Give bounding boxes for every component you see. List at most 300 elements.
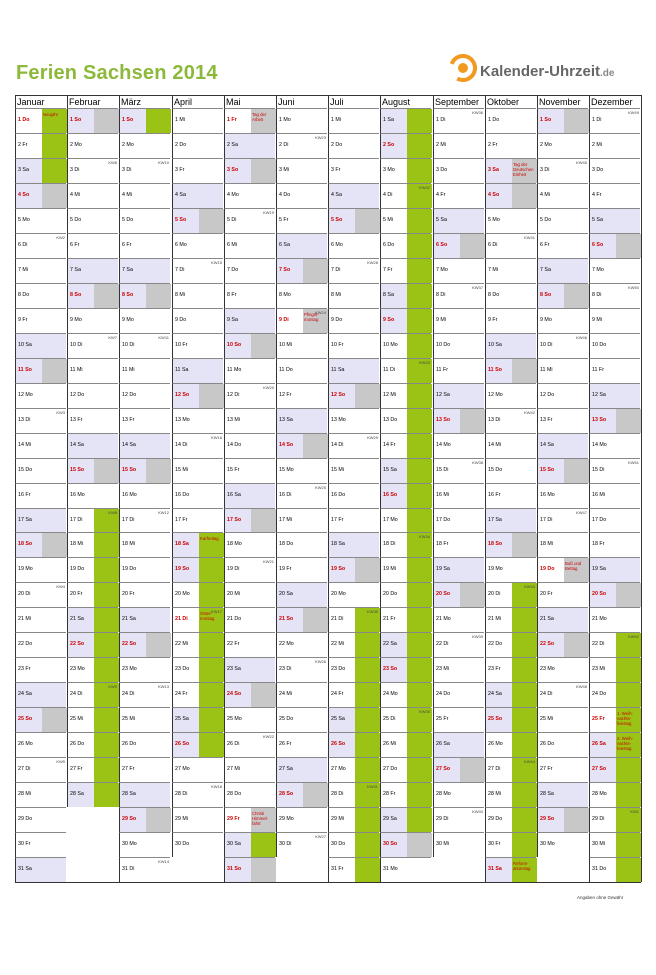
day-cell <box>328 158 379 183</box>
day-cell <box>589 208 640 233</box>
day-label: 17 Di <box>70 517 83 523</box>
day-cell <box>380 383 431 408</box>
day-label: 28 Sa <box>122 791 136 797</box>
day-label: 8 So <box>122 292 134 298</box>
day-cell <box>589 258 640 283</box>
day-label: 17 So <box>227 517 242 523</box>
day-marker <box>199 633 224 657</box>
day-cell <box>433 408 484 433</box>
day-cell <box>172 682 223 707</box>
day-label: 19 Do <box>70 566 85 572</box>
day-label: 27 Di <box>18 766 31 772</box>
week-number: KW14 <box>158 859 169 864</box>
day-marker <box>199 484 224 508</box>
day-label: 10 Sa <box>488 342 502 348</box>
day-cell <box>537 532 588 557</box>
day-label: 12 Mo <box>488 392 503 398</box>
week-number: KW9 <box>108 684 117 689</box>
day-label: 18 So <box>488 541 503 547</box>
day-cell <box>172 532 223 557</box>
day-label: 30 Mo <box>540 841 555 847</box>
day-marker <box>42 533 67 557</box>
day-marker <box>303 683 328 707</box>
day-label: 24 Mo <box>383 691 398 697</box>
grid-top-border <box>15 95 641 96</box>
day-marker <box>407 284 432 308</box>
day-label: 22 Fr <box>227 641 240 647</box>
day-label: 1 Mo <box>279 117 291 123</box>
day-cell <box>589 483 640 508</box>
day-cell <box>537 707 588 732</box>
day-label: 23 So <box>383 666 398 672</box>
day-label: 17 Sa <box>488 517 502 523</box>
day-marker <box>146 359 171 383</box>
day-label: 8 Di <box>592 292 602 298</box>
day-cell <box>380 458 431 483</box>
day-marker <box>616 409 641 433</box>
day-label: 6 So <box>436 242 448 248</box>
day-cell <box>172 607 223 632</box>
day-cell <box>328 183 379 208</box>
day-cell <box>537 233 588 258</box>
day-label: 15 Di <box>436 467 449 473</box>
day-cell <box>589 383 640 408</box>
day-label: 18 So <box>18 541 33 547</box>
day-label: 21 So <box>279 616 294 622</box>
day-marker <box>407 384 432 408</box>
day-marker <box>42 134 67 158</box>
day-cell <box>589 582 640 607</box>
day-cell <box>380 108 431 133</box>
day-label: 7 So <box>279 267 291 273</box>
day-cell <box>380 532 431 557</box>
day-cell <box>485 283 536 308</box>
day-marker <box>303 409 328 433</box>
day-cell <box>224 208 275 233</box>
day-label: 15 Do <box>18 467 33 473</box>
day-marker <box>146 459 171 483</box>
day-cell <box>433 832 484 857</box>
day-label: 25 So <box>488 716 503 722</box>
day-marker <box>512 683 537 707</box>
day-marker <box>303 234 328 258</box>
day-label: 6 Do <box>383 242 395 248</box>
day-label: 15 Mi <box>331 467 344 473</box>
day-marker <box>42 209 67 233</box>
day-label: 1 Sa <box>383 117 394 123</box>
day-label: 6 Mo <box>175 242 187 248</box>
day-label: 26 So <box>175 741 190 747</box>
day-label: 3 Do <box>436 167 448 173</box>
day-label: 2 Mi <box>436 142 447 148</box>
day-marker <box>199 359 224 383</box>
day-label: 12 Do <box>122 392 137 398</box>
day-marker <box>42 783 67 807</box>
day-cell <box>224 333 275 358</box>
day-marker <box>460 833 485 857</box>
day-label: 20 Mi <box>227 591 240 597</box>
day-marker <box>460 509 485 533</box>
day-marker <box>42 558 67 582</box>
day-label: 11 Di <box>383 367 395 373</box>
day-cell <box>328 532 379 557</box>
day-label: 1 So <box>540 117 552 123</box>
day-cell <box>15 607 66 632</box>
day-cell <box>380 508 431 533</box>
disclaimer: Angaben ohne Gewähr <box>577 895 624 900</box>
day-cell <box>328 408 379 433</box>
day-label: 31 Sa <box>488 866 502 872</box>
day-marker <box>564 434 589 458</box>
day-marker <box>407 334 432 358</box>
day-cell <box>119 607 170 632</box>
day-label: 10 Di <box>540 342 553 348</box>
day-cell <box>380 233 431 258</box>
day-cell <box>537 657 588 682</box>
day-cell <box>485 607 536 632</box>
day-cell <box>15 632 66 657</box>
day-cell <box>15 732 66 757</box>
day-marker <box>564 209 589 233</box>
day-cell <box>433 682 484 707</box>
day-cell <box>433 208 484 233</box>
day-marker <box>355 409 380 433</box>
day-label: 1 Fr <box>227 117 237 123</box>
day-marker <box>146 134 171 158</box>
day-label: 23 Mi <box>592 666 605 672</box>
day-cell <box>119 458 170 483</box>
day-marker <box>94 234 119 258</box>
day-marker <box>146 284 171 308</box>
day-label: 11 Do <box>279 367 293 373</box>
day-label: 21 Do <box>227 616 242 622</box>
day-cell <box>119 333 170 358</box>
day-label: 17 Mo <box>383 517 398 523</box>
day-cell <box>67 657 118 682</box>
day-label: 20 Mo <box>331 591 346 597</box>
day-label: 2 Fr <box>18 142 28 148</box>
day-label: 18 Di <box>383 541 396 547</box>
day-label: 18 Sa <box>175 541 189 547</box>
day-marker <box>460 409 485 433</box>
day-label: 13 Mo <box>331 417 346 423</box>
day-marker <box>42 384 67 408</box>
day-marker <box>355 858 380 882</box>
week-number: KW8 <box>108 510 117 515</box>
day-marker <box>199 184 224 208</box>
day-cell <box>589 183 640 208</box>
day-marker <box>146 533 171 557</box>
day-label: 26 Sa <box>592 741 606 747</box>
day-label: 27 Di <box>488 766 501 772</box>
day-label: 29 So <box>540 816 555 822</box>
day-marker <box>355 533 380 557</box>
day-cell <box>589 158 640 183</box>
day-label: 18 Mi <box>540 541 553 547</box>
day-label: 1 Di <box>436 117 446 123</box>
day-label: 5 Di <box>227 217 237 223</box>
day-cell <box>328 358 379 383</box>
day-cell <box>537 632 588 657</box>
day-label: 3 Mi <box>279 167 290 173</box>
day-cell <box>485 657 536 682</box>
day-label: 12 Sa <box>592 392 606 398</box>
day-marker <box>564 134 589 158</box>
day-marker <box>251 359 276 383</box>
day-cell <box>172 333 223 358</box>
day-label: 20 Fr <box>122 591 135 597</box>
day-cell <box>380 782 431 807</box>
day-cell <box>67 607 118 632</box>
day-label: 22 Do <box>488 641 503 647</box>
day-cell <box>537 308 588 333</box>
day-cell <box>276 308 327 333</box>
day-cell <box>485 433 536 458</box>
day-cell <box>67 258 118 283</box>
month-header: Mai <box>224 95 275 108</box>
day-label: 30 Fr <box>18 841 31 847</box>
day-cell <box>328 483 379 508</box>
week-number: KW12 <box>158 510 169 515</box>
day-label: 22 So <box>122 641 137 647</box>
day-label: 28 Mo <box>592 791 607 797</box>
day-label: 27 Fr <box>70 766 83 772</box>
day-label: 26 So <box>331 741 346 747</box>
day-marker <box>512 109 537 133</box>
day-label: 23 Do <box>175 666 190 672</box>
day-cell <box>67 582 118 607</box>
day-label: 4 So <box>18 192 30 198</box>
day-cell <box>119 632 170 657</box>
day-marker <box>303 708 328 732</box>
day-cell <box>328 433 379 458</box>
day-label: 18 Mi <box>70 541 83 547</box>
page-title: Ferien Sachsen 2014 <box>16 62 218 84</box>
day-label: 24 Do <box>436 691 451 697</box>
day-label: 9 Mo <box>540 317 552 323</box>
day-label: 11 Fr <box>592 367 604 373</box>
day-cell <box>485 258 536 283</box>
day-marker <box>199 309 224 333</box>
day-marker <box>251 434 276 458</box>
day-cell <box>67 483 118 508</box>
day-cell <box>537 133 588 158</box>
day-label: 19 Di <box>227 566 240 572</box>
week-number: KW47 <box>576 510 587 515</box>
day-label: 20 Mo <box>175 591 190 597</box>
holiday-note: Neujahr <box>43 112 59 117</box>
day-label: 16 So <box>383 492 398 498</box>
day-label: 10 Mo <box>383 342 398 348</box>
day-marker <box>199 209 224 233</box>
day-label: 10 Di <box>70 342 83 348</box>
day-cell <box>380 682 431 707</box>
week-number: KW26 <box>315 659 326 664</box>
day-label: 27 Do <box>383 766 398 772</box>
day-label: 15 Sa <box>383 467 397 473</box>
day-cell <box>328 383 379 408</box>
day-marker <box>42 808 67 832</box>
day-label: 10 Di <box>122 342 135 348</box>
day-marker <box>146 633 171 657</box>
day-label: 17 Di <box>122 517 135 523</box>
day-label: 27 Mo <box>175 766 190 772</box>
day-marker <box>94 259 119 283</box>
day-cell <box>328 508 379 533</box>
day-label: 13 Do <box>383 417 398 423</box>
day-label: 4 Do <box>279 192 291 198</box>
day-marker <box>616 658 641 682</box>
day-marker <box>303 583 328 607</box>
day-label: 30 Do <box>331 841 346 847</box>
day-marker <box>42 833 67 857</box>
day-marker <box>146 109 171 133</box>
day-label: 3 Di <box>540 167 550 173</box>
day-label: 21 Sa <box>540 616 554 622</box>
grid-bottom-border <box>15 882 641 883</box>
day-label: 28 Sa <box>70 791 84 797</box>
holiday-note: Tag der Arbeit <box>252 112 267 123</box>
month-header: Januar <box>15 95 66 108</box>
day-label: 8 Do <box>18 292 30 298</box>
day-label: 3 So <box>227 167 239 173</box>
day-marker <box>94 134 119 158</box>
day-cell <box>589 607 640 632</box>
day-marker <box>407 209 432 233</box>
day-label: 4 Sa <box>175 192 186 198</box>
day-label: 8 So <box>70 292 82 298</box>
day-label: 26 Do <box>70 741 85 747</box>
day-cell <box>589 782 640 807</box>
day-cell <box>224 682 275 707</box>
day-cell <box>67 208 118 233</box>
day-cell <box>172 732 223 757</box>
day-marker <box>251 658 276 682</box>
day-label: 17 Mi <box>279 517 292 523</box>
day-label: 4 Mi <box>122 192 133 198</box>
day-label: 21 Di <box>175 616 188 622</box>
week-number: KW45 <box>576 160 587 165</box>
day-marker <box>251 758 276 782</box>
day-marker <box>42 459 67 483</box>
day-cell <box>485 782 536 807</box>
day-marker <box>460 708 485 732</box>
day-marker <box>616 359 641 383</box>
day-cell <box>589 632 640 657</box>
day-label: 22 Do <box>18 641 33 647</box>
day-marker <box>199 658 224 682</box>
day-marker <box>146 583 171 607</box>
day-cell <box>172 133 223 158</box>
week-number: KW50 <box>628 285 639 290</box>
day-label: 29 Di <box>592 816 605 822</box>
day-label: 24 Di <box>122 691 135 697</box>
day-label: 11 So <box>18 367 32 373</box>
day-label: 29 So <box>122 816 137 822</box>
day-label: 12 Mi <box>383 392 396 398</box>
week-number: KW44 <box>524 759 535 764</box>
day-marker <box>146 484 171 508</box>
day-cell <box>172 707 223 732</box>
month-header: August <box>380 95 431 108</box>
day-label: 25 Sa <box>331 716 345 722</box>
day-marker <box>512 259 537 283</box>
day-marker <box>303 633 328 657</box>
day-cell <box>224 857 275 882</box>
day-cell <box>537 557 588 582</box>
day-cell <box>119 183 170 208</box>
day-marker <box>512 384 537 408</box>
day-marker <box>512 783 537 807</box>
day-label: 30 Mi <box>592 841 605 847</box>
day-marker <box>303 259 328 283</box>
day-label: 23 Mo <box>122 666 137 672</box>
day-cell <box>380 657 431 682</box>
day-label: 18 Fr <box>436 541 449 547</box>
day-label: 12 Fr <box>279 392 292 398</box>
day-marker <box>407 434 432 458</box>
day-cell <box>172 832 223 857</box>
day-cell <box>433 108 484 133</box>
day-cell <box>276 508 327 533</box>
day-label: 15 Mi <box>175 467 188 473</box>
day-label: 28 Fr <box>383 791 396 797</box>
day-cell <box>380 832 431 857</box>
day-cell <box>276 632 327 657</box>
day-label: 15 So <box>540 467 555 473</box>
day-marker <box>146 758 171 782</box>
week-number: KW19 <box>263 210 274 215</box>
day-label: 10 Do <box>592 342 607 348</box>
day-cell <box>276 433 327 458</box>
day-label: 5 So <box>331 217 343 223</box>
day-marker <box>251 159 276 183</box>
day-marker <box>42 509 67 533</box>
day-cell <box>276 283 327 308</box>
week-number: KW51 <box>628 460 639 465</box>
week-number: KW16 <box>211 435 222 440</box>
day-marker <box>94 658 119 682</box>
day-cell <box>15 433 66 458</box>
day-marker <box>460 159 485 183</box>
day-marker <box>146 234 171 258</box>
day-cell <box>537 358 588 383</box>
day-label: 8 Do <box>488 292 500 298</box>
day-label: 2 Mi <box>592 142 603 148</box>
holiday-note: Christi Himmel-fahrt <box>252 811 268 827</box>
day-label: 6 So <box>592 242 604 248</box>
day-marker <box>303 733 328 757</box>
week-number: KW20 <box>263 385 274 390</box>
day-label: 25 Mi <box>70 716 83 722</box>
day-cell <box>589 133 640 158</box>
day-label: 29 Sa <box>383 816 397 822</box>
day-label: 13 Fr <box>540 417 553 423</box>
day-cell <box>485 508 536 533</box>
day-label: 21 Sa <box>122 616 136 622</box>
day-cell <box>15 358 66 383</box>
day-cell <box>328 607 379 632</box>
day-cell <box>537 508 588 533</box>
day-cell <box>15 757 66 782</box>
day-marker <box>564 583 589 607</box>
week-number: KW32 <box>419 185 430 190</box>
logo[interactable] <box>449 52 629 86</box>
day-label: 18 Do <box>279 541 294 547</box>
day-label: 27 Sa <box>279 766 293 772</box>
day-cell <box>15 508 66 533</box>
day-cell <box>224 582 275 607</box>
